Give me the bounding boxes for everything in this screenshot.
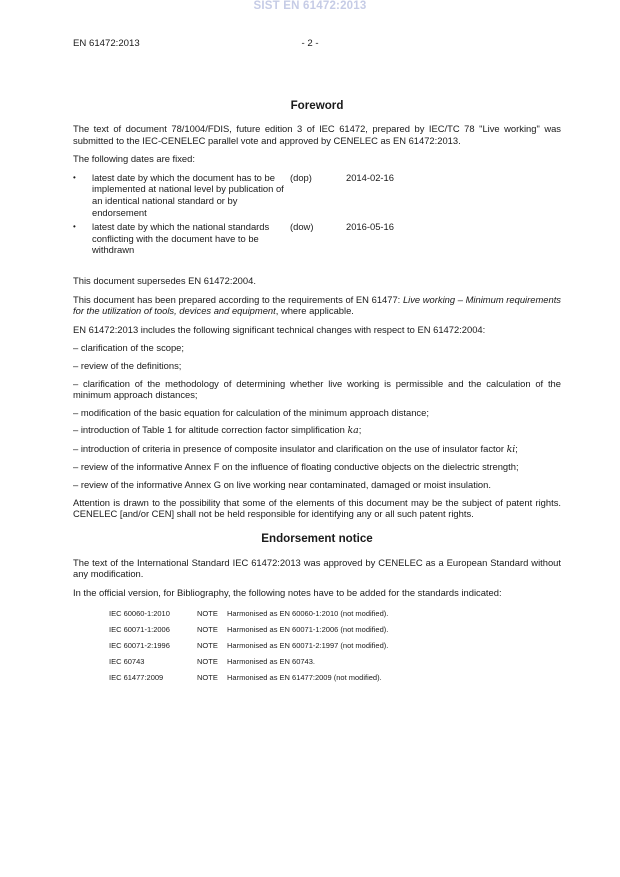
note-label: NOTE bbox=[197, 640, 218, 650]
note-row bbox=[109, 606, 561, 622]
note-text: Harmonised as EN 60071-2:1997 (not modified). bbox=[227, 640, 389, 650]
change-item: – review of the informative Annex F on the influence of floating conductive objects on the dielectric strength; bbox=[73, 461, 519, 473]
standard-id: IEC 60071-2:1996 bbox=[109, 640, 170, 650]
note-row bbox=[109, 670, 561, 686]
standard-id: IEC 60071-1:2006 bbox=[109, 624, 170, 634]
date-value: 2014-02-16 bbox=[346, 171, 394, 183]
change-text: – introduction of criteria in presence of composite insulator and clarification on the use of insulator factor bbox=[73, 442, 507, 454]
note-label: NOTE bbox=[197, 656, 218, 666]
date-abbreviation: (dop) bbox=[290, 171, 312, 183]
note-row bbox=[109, 638, 561, 654]
symbol-ki: ki bbox=[506, 443, 516, 455]
referenced-standard-title: Live working – Minimum requirements for the utilization of tools, devices and equipment bbox=[73, 293, 561, 317]
bullet: • bbox=[73, 222, 76, 232]
foreword-title: Foreword bbox=[290, 99, 344, 112]
standard-id: IEC 60743 bbox=[109, 656, 145, 666]
bibliography-notes bbox=[109, 606, 561, 686]
prepared-statement bbox=[73, 294, 561, 317]
header-document-id: EN 61472:2013 bbox=[73, 38, 140, 49]
change-item bbox=[73, 443, 561, 456]
date-value: 2016-05-16 bbox=[346, 221, 394, 233]
watermark: SIST EN 61472:2013 bbox=[253, 0, 367, 12]
date-description: latest date by which the national standards conflicting with the document have to be withdrawn bbox=[92, 221, 270, 256]
endorsement-title: Endorsement notice bbox=[261, 531, 373, 545]
date-row-dop bbox=[73, 172, 561, 218]
note-label: NOTE bbox=[197, 608, 218, 618]
note-text: Harmonised as EN 60071-1:2006 (not modified). bbox=[227, 624, 389, 634]
endorsement-text: The text of the International Standard IEC 61472:2013 was approved by CENELEC as a European Standard without any modification. bbox=[73, 556, 561, 580]
change-item: – review of the informative Annex G on live working near contaminated, damaged or moist insulation. bbox=[73, 479, 491, 491]
date-description: latest date by which the document has to be implemented at national level by publication of an identical national standard or by endorsement bbox=[92, 171, 284, 218]
note-text: Harmonised as EN 60060-1:2010 (not modified). bbox=[227, 608, 389, 618]
change-text-end: ; bbox=[515, 442, 518, 454]
dates-intro: The following dates are fixed: bbox=[73, 153, 195, 165]
date-abbreviation: (dow) bbox=[290, 221, 314, 233]
change-text: – introduction of Table 1 for altitude correction factor simplification bbox=[73, 424, 348, 436]
note-text: Harmonised as EN 61477:2009 (not modified). bbox=[227, 672, 382, 682]
change-text-end: ; bbox=[358, 424, 362, 436]
note-row bbox=[109, 622, 561, 638]
change-item: – modification of the basic equation for calculation of the minimum approach distance; bbox=[73, 406, 429, 418]
change-item: – clarification of the methodology of determining whether live working is permissible and the calculation of the minimum approach distances; bbox=[73, 377, 561, 401]
change-item bbox=[73, 424, 561, 437]
foreword-intro: The text of document 78/1004/FDIS, future edition 3 of IEC 61472, prepared by IEC/TC 78 "Live working" was submitted to the IEC-CENELEC parallel vote and approved by CENELEC as EN 61472:2013. bbox=[73, 123, 561, 146]
standard-id: IEC 60060-1:2010 bbox=[109, 608, 170, 618]
patent-notice: Attention is drawn to the possibility that some of the elements of this document may be the subject of patent rights. CENELEC [and/or CEN] shall not be held responsible for identifying any or all such patent rights. bbox=[73, 496, 561, 520]
supersedes-statement: This document supersedes EN 61472:2004. bbox=[73, 274, 256, 286]
header-page-number: - 2 - bbox=[301, 38, 319, 49]
note-label: NOTE bbox=[197, 672, 218, 682]
standard-id: IEC 61477:2009 bbox=[109, 672, 164, 682]
note-text: Harmonised as EN 60743. bbox=[227, 656, 315, 666]
changes-intro: EN 61472:2013 includes the following significant technical changes with respect to EN 61472:2004: bbox=[73, 323, 486, 335]
date-row-dow bbox=[73, 221, 561, 256]
prepared-text-end: , where applicable. bbox=[275, 305, 354, 317]
change-item: – review of the definitions; bbox=[73, 359, 182, 371]
dates-list bbox=[73, 172, 561, 256]
document-body bbox=[73, 99, 561, 686]
change-item: – clarification of the scope; bbox=[73, 342, 184, 354]
bullet: • bbox=[73, 172, 76, 182]
note-label: NOTE bbox=[197, 624, 218, 634]
note-row bbox=[109, 654, 561, 670]
prepared-text: This document has been prepared according to the requirements of EN 61477: bbox=[73, 293, 403, 305]
bibliography-intro: In the official version, for Bibliography, the following notes have to be added for the standards indicated: bbox=[73, 587, 502, 599]
symbol-ka: ka bbox=[347, 425, 359, 437]
